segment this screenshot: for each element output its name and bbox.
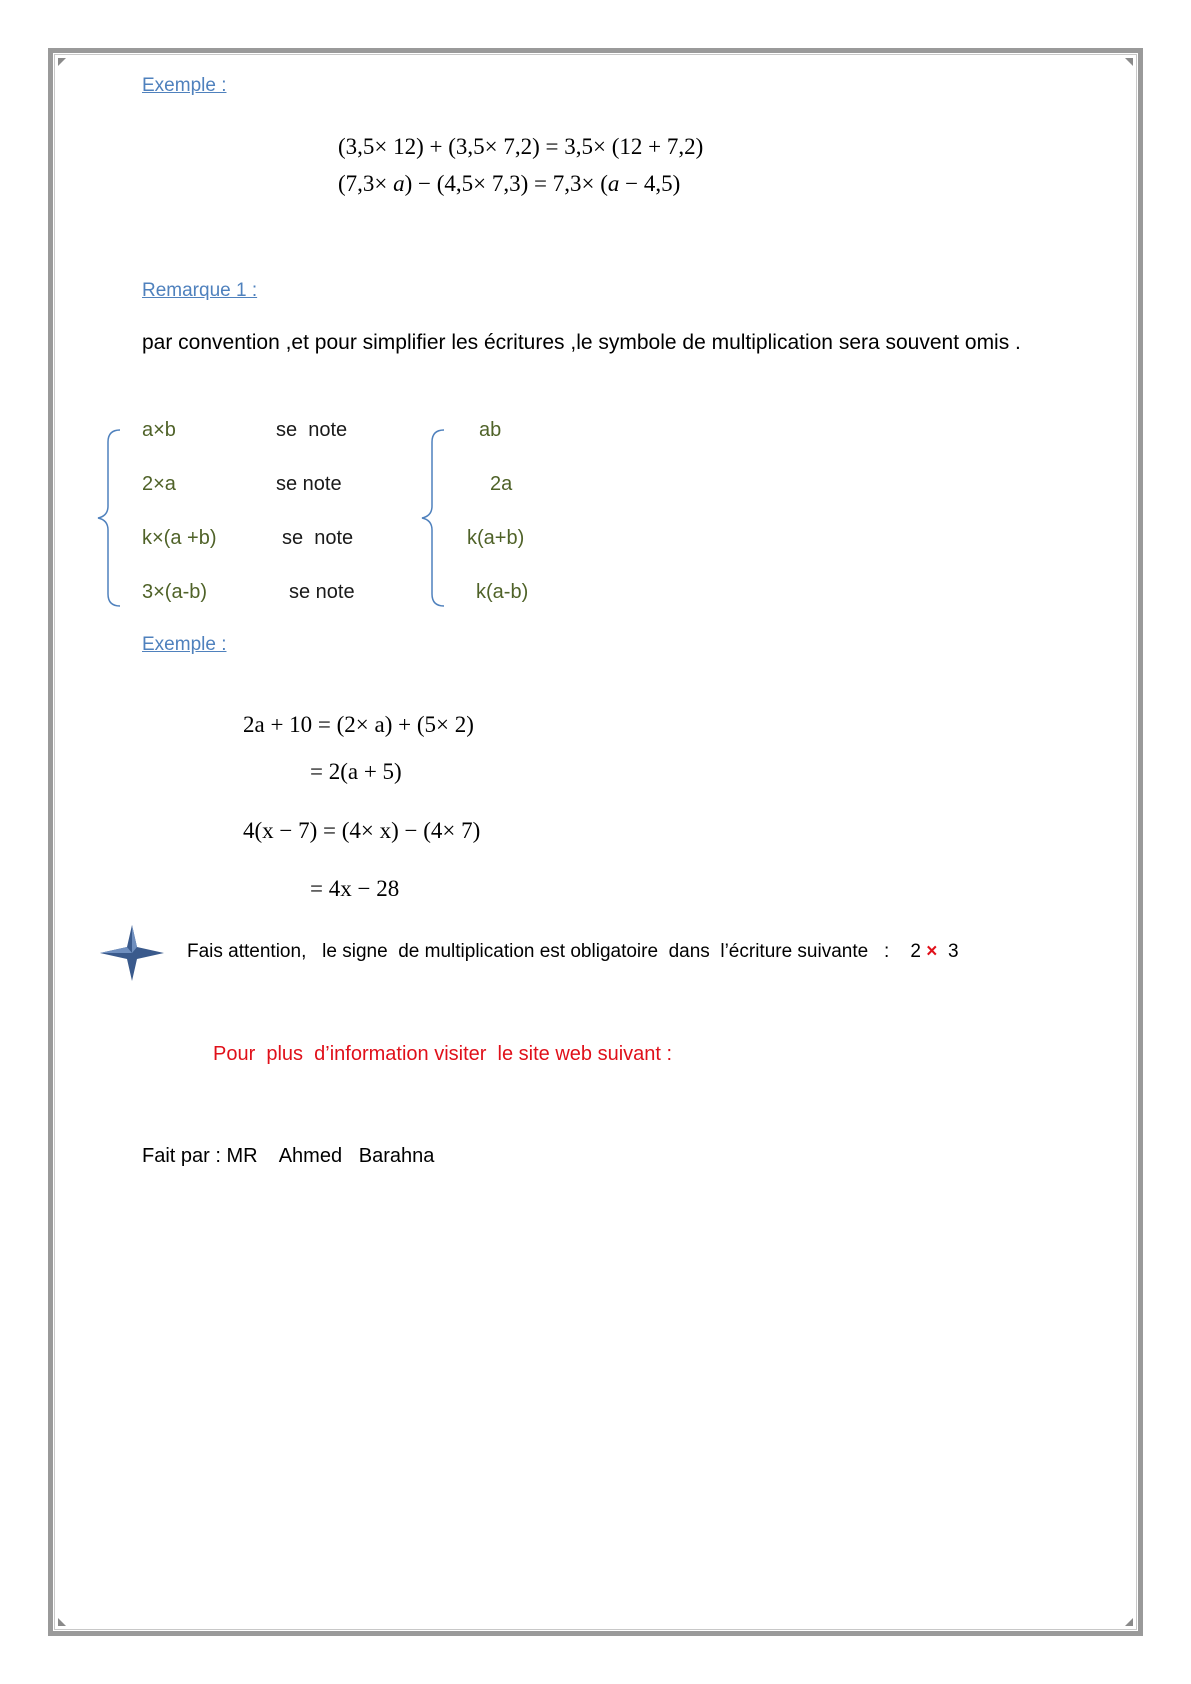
example1-equation-2: (7,3× a) − (4,5× 7,3) = 7,3× (a − 4,5) <box>338 171 681 196</box>
corner-mark-bottom-left <box>58 1618 66 1626</box>
right-brace-icon <box>420 428 450 608</box>
four-point-star-icon <box>100 925 164 981</box>
notation-verb-4: se note <box>289 581 355 603</box>
example2-equation-2-result: = 4x − 28 <box>310 876 400 901</box>
author-credit: Fait par : MR Ahmed Barahna <box>142 1145 435 1167</box>
notation-result-2: 2a <box>490 473 513 495</box>
notation-verb-3: se note <box>282 527 354 549</box>
remark-heading-1: Remarque 1 : <box>142 280 258 301</box>
example2-equation-1-result: = 2(a + 5) <box>310 759 402 784</box>
example1-equation-1: (3,5× 12) + (3,5× 7,2) = 3,5× (12 + 7,2) <box>338 134 704 159</box>
notation-verb-2: se note <box>276 473 342 495</box>
remark1-text: par convention ,et pour simplifier les écritures ,le symbole de multiplication sera souvent omis . <box>142 331 1021 354</box>
notation-result-3: k(a+b) <box>467 527 525 549</box>
notation-result-4: k(a-b) <box>476 581 529 603</box>
corner-mark-bottom-right <box>1125 1618 1133 1626</box>
example2-equation-1: 2a + 10 = (2× a) + (5× 2) <box>243 712 474 737</box>
attention-text: Fais attention, le signe de multiplication est obligatoire dans l’écriture suivante : 2 × 3 <box>187 941 959 962</box>
example-heading-1: Exemple : <box>142 75 227 96</box>
notation-expr-3: k×(a +b) <box>142 527 217 549</box>
notation-expr-1: a×b <box>142 419 176 441</box>
example2-equation-2: 4(x − 7) = (4× x) − (4× 7) <box>243 818 481 843</box>
corner-mark-top-right <box>1125 58 1133 66</box>
notation-result-1: ab <box>479 419 502 441</box>
notation-expr-2: 2×a <box>142 473 176 495</box>
corner-mark-top-left <box>58 58 66 66</box>
example-heading-2: Exemple : <box>142 634 227 655</box>
left-brace-icon <box>96 428 126 608</box>
red-times-sign: × <box>926 941 938 962</box>
info-text: Pour plus d’information visiter le site web suivant : <box>213 1043 673 1065</box>
notation-verb-1: se note <box>276 419 348 441</box>
notation-expr-4: 3×(a-b) <box>142 581 208 603</box>
